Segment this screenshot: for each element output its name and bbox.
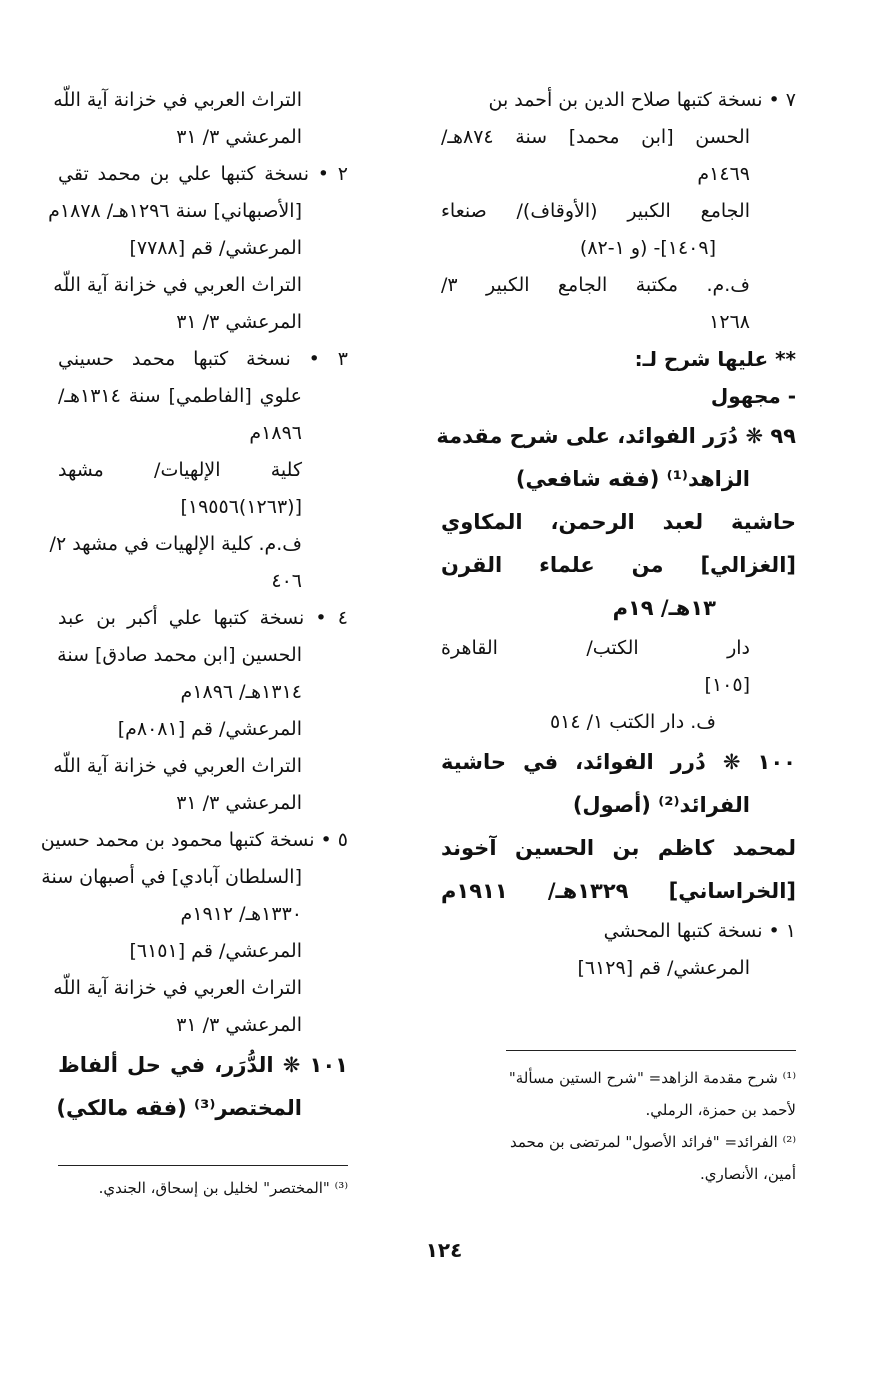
right-column-line: دار الكتب/ القاهرة bbox=[441, 637, 750, 659]
right-column-line: ١٢٦٨ bbox=[709, 311, 750, 333]
left-column-line: التراث العربي في خزانة آية اللّه bbox=[53, 755, 302, 777]
left-column-line: كلية الإلهيات/ مشهد bbox=[58, 459, 302, 481]
right-column-line: لمحمد كاظم بن الحسين آخوند bbox=[441, 836, 796, 860]
right-column-line: [١٤٠٩]- (و ١-٨٢) bbox=[579, 237, 716, 259]
right-column-line: ١٣هـ/ ١٩م bbox=[612, 596, 716, 620]
footnote-rule-left bbox=[58, 1165, 348, 1166]
right-column-line: ١٤٦٩م bbox=[697, 163, 750, 185]
right-column-line: ٧ • نسخة كتبها صلاح الدين بن أحمد بن bbox=[488, 89, 796, 111]
left-column-line: [(١٢٦٣)١٩٥٥٦] bbox=[180, 496, 302, 518]
left-column-line: المرعشي/ قم [٧٧٨٨] bbox=[129, 237, 302, 259]
right-column-line: [الخراساني] ١٣٢٩هـ/ ١٩١١م bbox=[441, 879, 796, 903]
right-column-line: - مجهول bbox=[710, 384, 796, 408]
footnote-line: ⁽³⁾ "المختصر" لخليل بن إسحاق، الجندي. bbox=[98, 1179, 348, 1197]
right-column-line: [١٠٥] bbox=[704, 674, 750, 696]
right-column-line: الفرائد⁽²⁾ (أصول) bbox=[572, 793, 750, 817]
right-column-line: ٩٩ ❋ دُرَر الفوائد، على شرح مقدمة bbox=[436, 424, 796, 448]
footnote-rule-right bbox=[506, 1050, 796, 1051]
footnotes-left bbox=[58, 1172, 348, 1204]
right-column-line: ف.م. مكتبة الجامع الكبير ٣/ bbox=[441, 274, 750, 296]
left-column-line: ١٣٣٠هـ/ ١٩١٢م bbox=[180, 903, 302, 925]
left-column-line: ٥ • نسخة كتبها محمود بن محمد حسين bbox=[40, 829, 348, 851]
left-column-line: ١٠١ ❋ الدُّرَر، في حل ألفاظ bbox=[58, 1053, 348, 1077]
left-column-line: علوي [الفاطمي] سنة ١٣١٤هـ/ bbox=[58, 385, 302, 407]
left-column bbox=[40, 82, 348, 1130]
left-column-line: المختصر⁽³⁾ (فقه مالكي) bbox=[56, 1096, 302, 1120]
footnote-line: لأحمد بن حمزة، الرملي. bbox=[645, 1101, 796, 1119]
left-column-line: ١٣١٤هـ/ ١٨٩٦م bbox=[180, 681, 302, 703]
left-column-line: المرعشي ٣/ ٣١ bbox=[176, 311, 302, 333]
right-column bbox=[436, 82, 796, 987]
right-column-line: الحسن [ابن محمد] سنة ٨٧٤هـ/ bbox=[441, 126, 750, 148]
left-column-line: المرعشي/ قم [٦١٥١] bbox=[129, 940, 302, 962]
footnote-line: ⁽²⁾ الفرائد= "فرائد الأصول" لمرتضى بن محمد bbox=[509, 1133, 796, 1151]
left-column-line: [الأصبهاني] سنة ١٢٩٦هـ/ ١٨٧٨م bbox=[48, 200, 302, 222]
right-column-line: ** عليها شرح لـ: bbox=[634, 347, 796, 371]
right-column-line: حاشية لعبد الرحمن، المكاوي bbox=[441, 510, 796, 534]
right-column-line: الجامع الكبير (الأوقاف)/ صنعاء bbox=[441, 200, 750, 222]
left-column-line: ف.م. كلية الإلهيات في مشهد ٢/ bbox=[49, 533, 302, 555]
left-column-line: المرعشي ٣/ ٣١ bbox=[176, 126, 302, 148]
right-column-line: الزاهد⁽¹⁾ (فقه شافعي) bbox=[515, 467, 750, 491]
left-column-line: المرعشي ٣/ ٣١ bbox=[176, 1014, 302, 1036]
right-column-line: ١ • نسخة كتبها المحشي bbox=[603, 920, 796, 942]
left-column-line: المرعشي ٣/ ٣١ bbox=[176, 792, 302, 814]
left-column-line: التراث العربي في خزانة آية اللّه bbox=[53, 89, 302, 111]
left-column-line: [السلطان آبادي] في أصبهان سنة bbox=[41, 866, 302, 888]
left-column-line: ٤ • نسخة كتبها علي أكبر بن عبد bbox=[58, 607, 348, 629]
left-column-line: الحسين [ابن محمد صادق] سنة bbox=[57, 644, 302, 666]
left-column-line: المرعشي/ قم [٨٠٨١م] bbox=[117, 718, 302, 740]
right-column-line: المرعشي/ قم [٦١٢٩] bbox=[577, 957, 750, 979]
left-column-line: ٤٠٦ bbox=[271, 570, 302, 592]
right-column-line: [الغزالي] من علماء القرن bbox=[441, 553, 796, 577]
left-column-line: ١٨٩٦م bbox=[249, 422, 302, 444]
right-column-line: ١٠٠ ❋ دُرر الفوائد، في حاشية bbox=[441, 750, 796, 774]
footnote-line: أمين، الأنصاري. bbox=[700, 1165, 796, 1183]
page-number: ١٢٤ bbox=[425, 1238, 463, 1262]
left-column-line: التراث العربي في خزانة آية اللّه bbox=[53, 274, 302, 296]
right-column-line: ف. دار الكتب ١/ ٥١٤ bbox=[549, 711, 716, 733]
left-column-line: ٢ • نسخة كتبها علي بن محمد تقي bbox=[58, 163, 348, 185]
left-column-line: التراث العربي في خزانة آية اللّه bbox=[53, 977, 302, 999]
footnote-line: ⁽¹⁾ شرح مقدمة الزاهد= "شرح الستين مسألة" bbox=[508, 1069, 796, 1087]
left-column-line: ٣ • نسخة كتبها محمد حسيني bbox=[58, 348, 348, 370]
footnotes-right bbox=[441, 1062, 796, 1190]
